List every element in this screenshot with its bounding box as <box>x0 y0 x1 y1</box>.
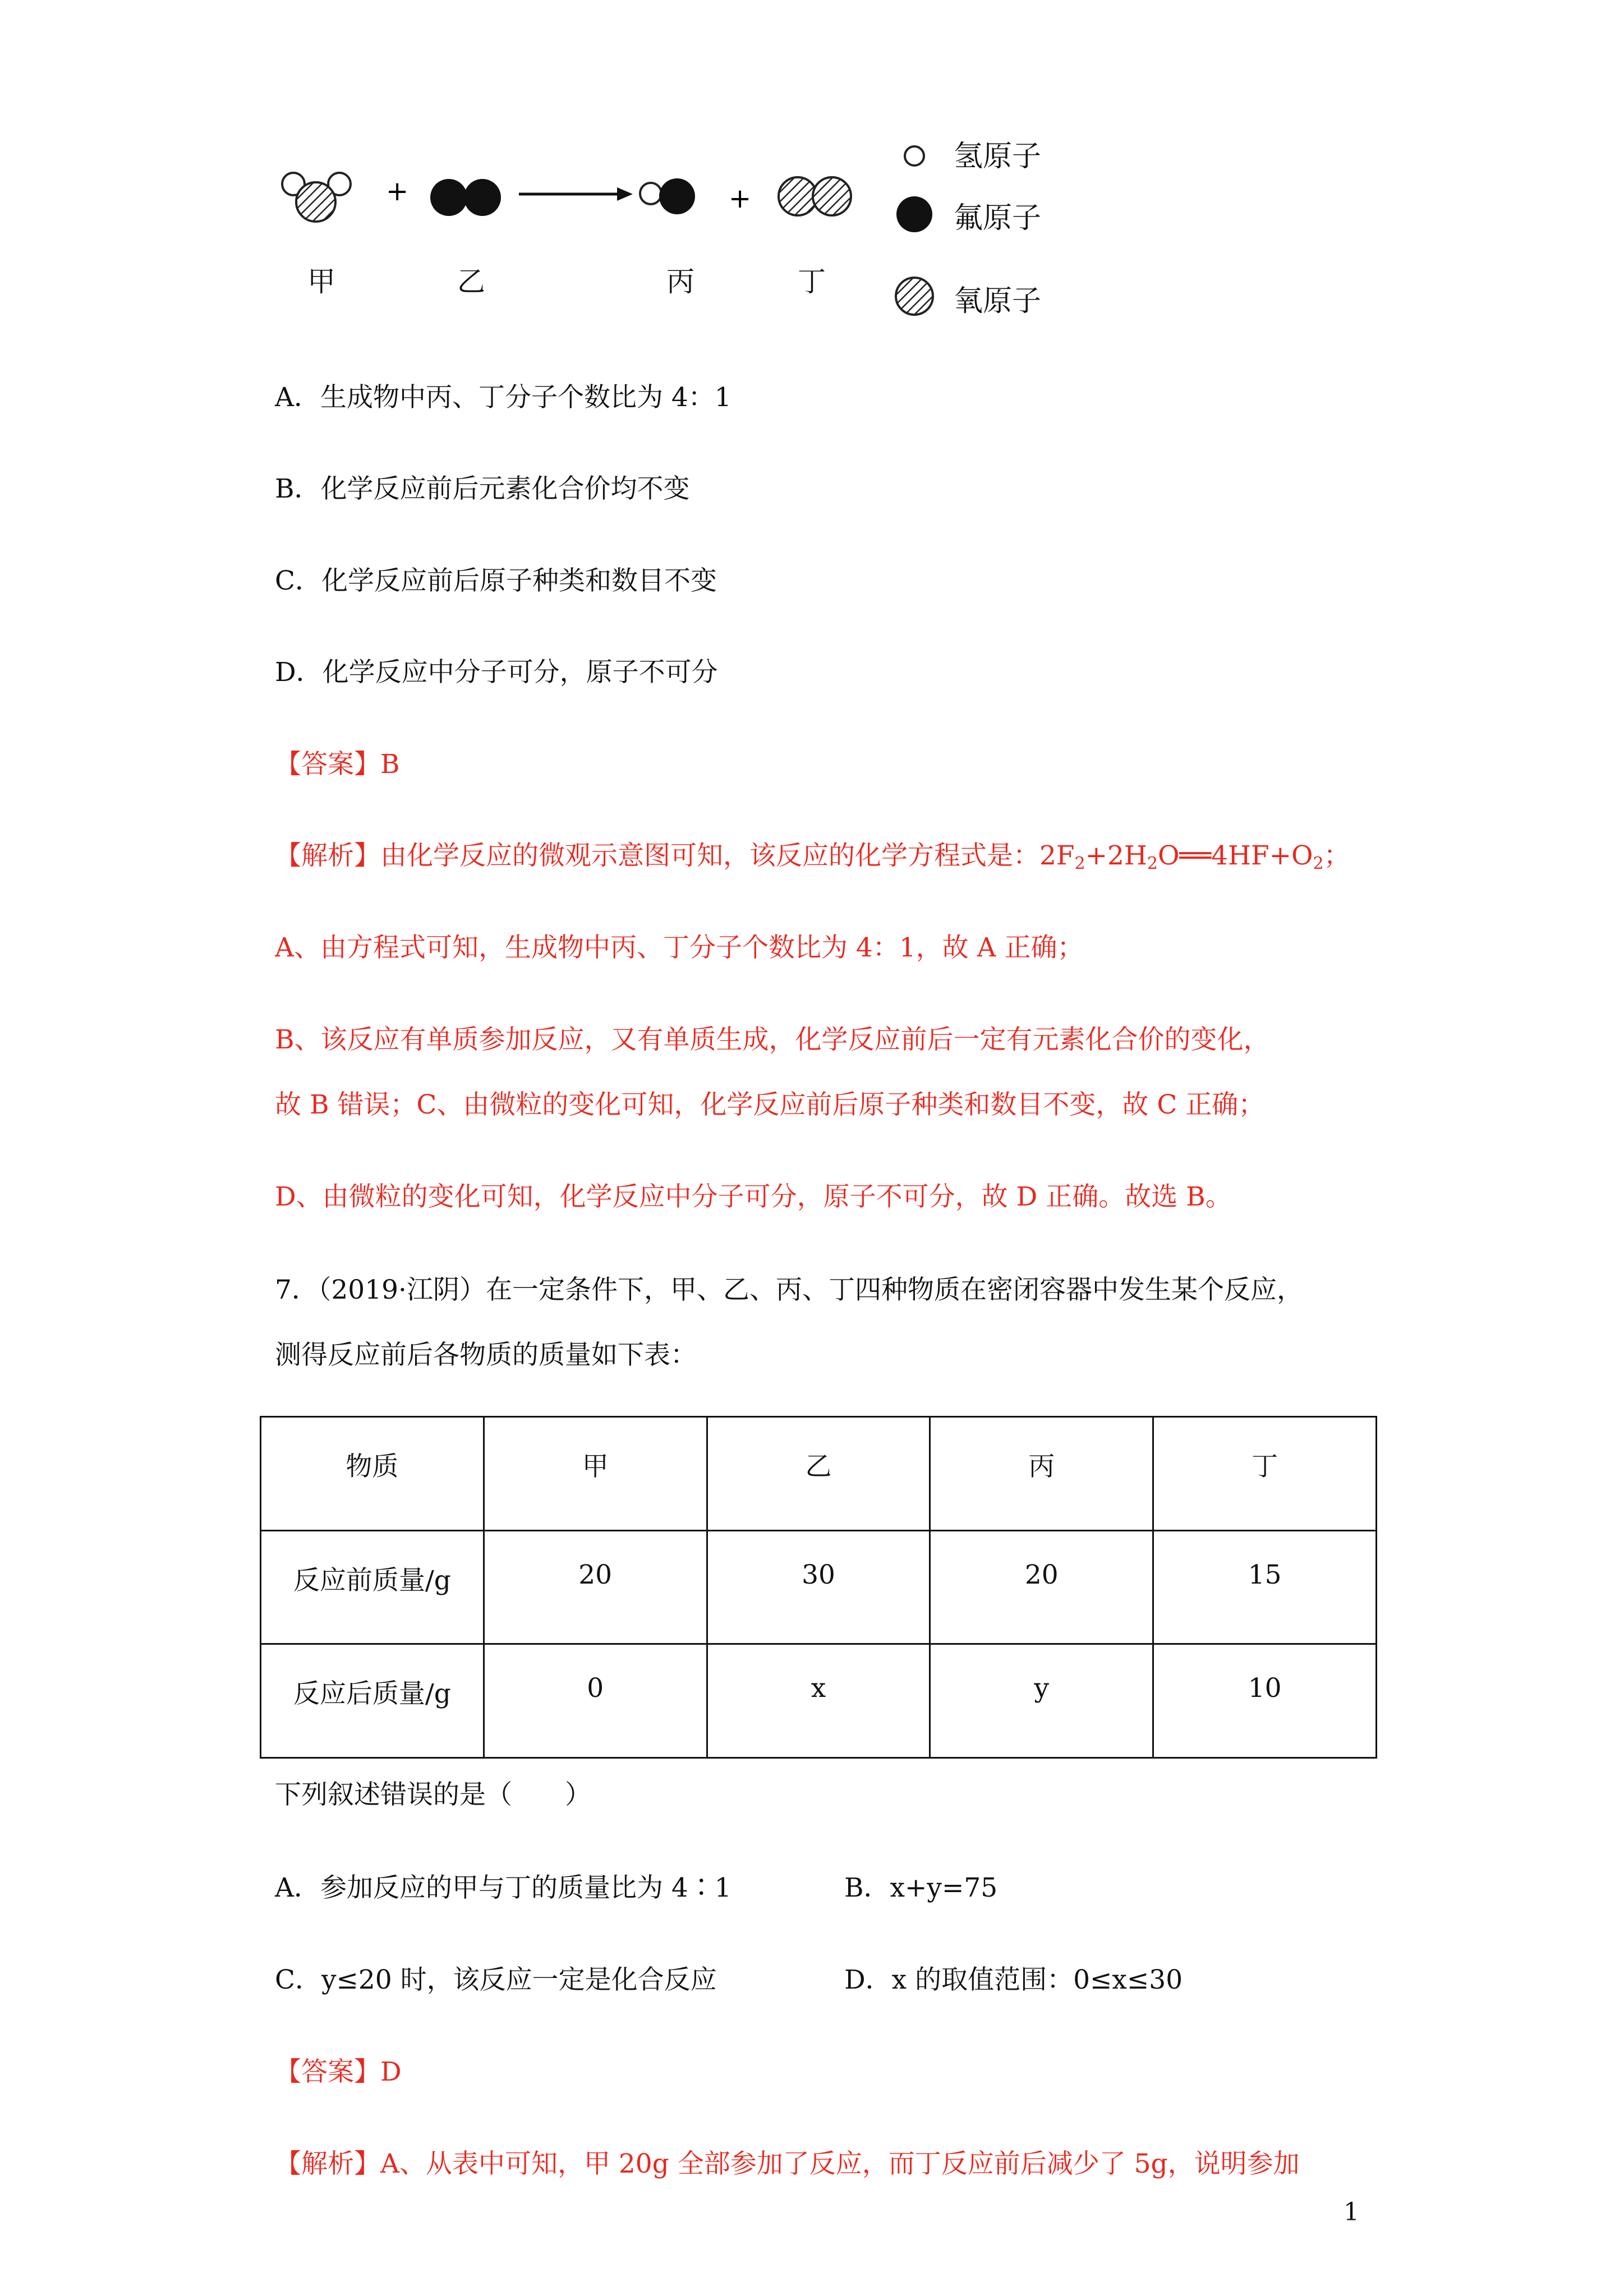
q6-analysis-line: 故 B 错误；C、由微粒的变化可知，化学反应前后原子种类和数目不变，故 C 正确； <box>275 1089 1265 1120</box>
table-row <box>261 1530 1377 1644</box>
legend-fluorine: 氟原子 <box>954 201 1042 235</box>
q6-option-a: A．生成物中丙、丁分子个数比为 4：1 <box>275 382 732 413</box>
plus-sign: + <box>386 176 409 207</box>
diagram-label-bing: 丙 <box>666 265 694 298</box>
fluorine-atom-icon <box>896 196 932 232</box>
table-header-row <box>261 1417 1377 1531</box>
table-cell: 甲 <box>484 1417 707 1531</box>
table-cell: 丁 <box>1153 1417 1377 1531</box>
table-row <box>261 1644 1377 1758</box>
water-molecule-icon <box>282 173 351 222</box>
q7-option-c: C．y≤20 时，该反应一定是化合反应 <box>275 1964 717 1995</box>
table-cell: 30 <box>707 1530 930 1644</box>
table-cell: 反应前质量/g <box>261 1530 484 1644</box>
q6-analysis-line: B、该反应有单质参加反应，又有单质生成，化学反应前后一定有元素化合价的变化， <box>275 1024 1270 1055</box>
legend-hydrogen: 氢原子 <box>954 140 1042 173</box>
q7-option-a: A．参加反应的甲与丁的质量比为 4∶1 <box>275 1872 732 1903</box>
q6-option-b: B．化学反应前后元素化合价均不变 <box>275 473 690 504</box>
fluorine-molecule-icon <box>430 179 501 216</box>
legend-oxygen: 氧原子 <box>954 284 1042 318</box>
table-cell: 15 <box>1153 1530 1377 1644</box>
q7-stem-line: 测得反应前后各物质的质量如下表： <box>275 1340 697 1370</box>
diagram-label-yi: 乙 <box>457 265 485 298</box>
q6-option-c: C．化学反应前后原子种类和数目不变 <box>275 565 717 596</box>
q6-option-d: D．化学反应中分子可分，原子不可分 <box>275 657 718 688</box>
table-cell: 0 <box>484 1644 707 1758</box>
q7-analysis: 【解析】A、从表中可知，甲 20g 全部参加了反应，而丁反应前后减少了 5g，说明参加 <box>275 2148 1300 2179</box>
q6-analysis-line: A、由方程式可知，生成物中丙、丁分子个数比为 4：1，故 A 正确； <box>275 932 1084 963</box>
oxygen-atom-icon <box>896 278 933 315</box>
plus-sign: + <box>729 183 752 214</box>
diagram-label-ding: 丁 <box>798 265 826 298</box>
reaction-arrow-icon <box>519 187 633 201</box>
table-cell: 丙 <box>930 1417 1153 1531</box>
q7-stem-line: 7．（2019·江阴）在一定条件下，甲、乙、丙、丁四种物质在密闭容器中发生某个反应， <box>275 1274 1303 1305</box>
table-cell: x <box>707 1644 930 1758</box>
table-cell: 反应后质量/g <box>261 1644 484 1758</box>
q6-analysis-equation: 【解析】由化学反应的微观示意图可知，该反应的化学方程式是：$2F_2+2H_2O══4HF+O_2$； <box>275 840 1350 873</box>
mass-table <box>260 1416 1377 1759</box>
table-cell: 乙 <box>707 1417 930 1531</box>
table-cell: y <box>930 1644 1153 1758</box>
table-cell: 20 <box>484 1530 707 1644</box>
q7-option-d: D．x 的取值范围：0≤x≤30 <box>844 1964 1183 1995</box>
q7-option-b: B．x+y=75 <box>844 1872 998 1903</box>
page-number: 1 <box>1344 2198 1359 2226</box>
q6-answer: 【答案】B <box>275 749 400 780</box>
table-cell: 物质 <box>261 1417 484 1531</box>
q7-answer: 【答案】D <box>275 2056 402 2087</box>
q7-question: 下列叙述错误的是（ ） <box>275 1779 591 1810</box>
table-cell: 20 <box>930 1530 1153 1644</box>
diagram-label-jia: 甲 <box>307 265 335 298</box>
hf-molecule-icon <box>640 178 695 214</box>
table-cell: 10 <box>1153 1644 1377 1758</box>
hydrogen-atom-icon <box>905 146 924 165</box>
oxygen-molecule-icon <box>779 177 851 215</box>
q6-analysis-line: D、由微粒的变化可知，化学反应中分子可分，原子不可分，故 D 正确。故选 B。 <box>275 1181 1232 1212</box>
